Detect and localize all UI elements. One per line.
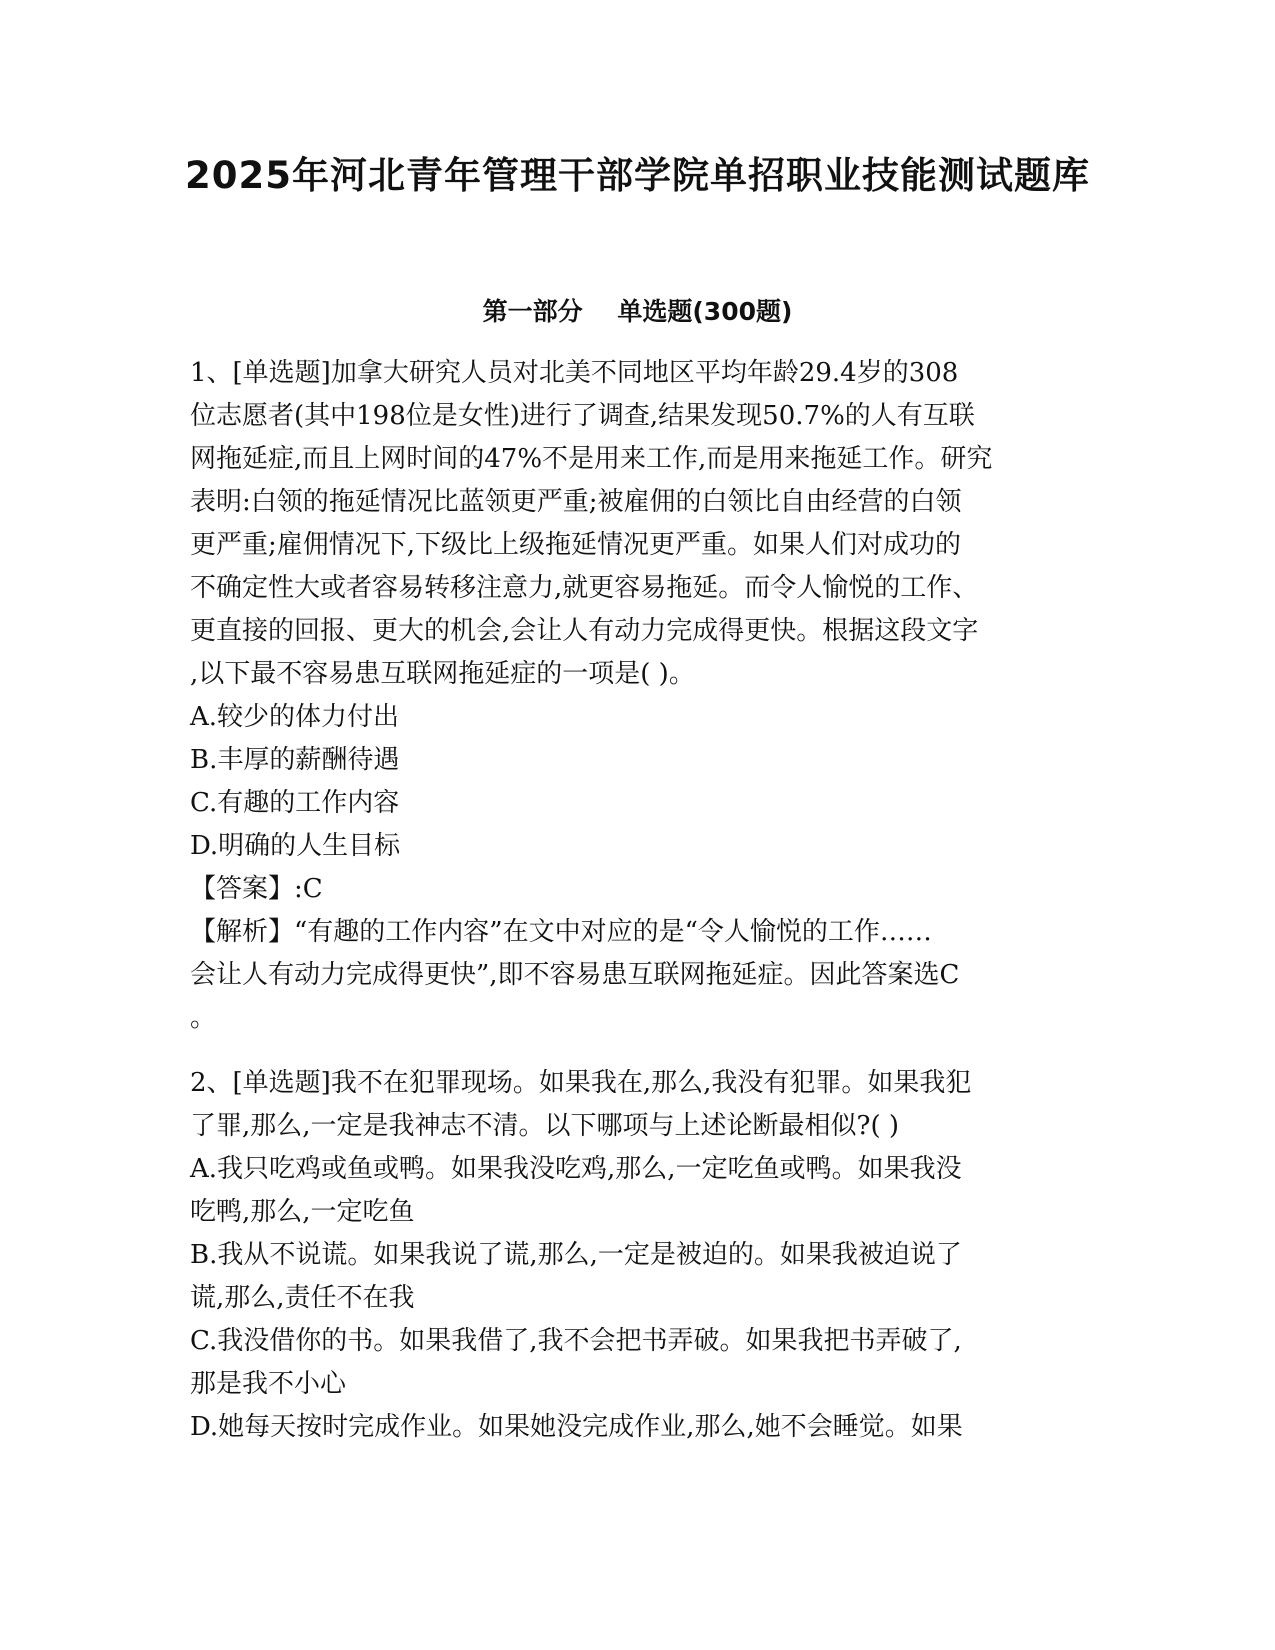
- question-stem: [190, 1062, 1085, 1148]
- question-spacer: [190, 1040, 1085, 1062]
- stem-line: 更严重;雇佣情况下,下级比上级拖延情况更严重。如果人们对成功的: [190, 530, 962, 560]
- option-line: C.我没借你的书。如果我借了,我不会把书弄破。如果我把书弄破了,: [190, 1326, 962, 1356]
- question-2: [190, 1062, 1085, 1449]
- section-title: 第一部分 单选题(300题): [482, 297, 793, 326]
- option-d: [190, 825, 1085, 868]
- stem-line: 1、[单选题]加拿大研究人员对北美不同地区平均年龄29.4岁的308: [190, 358, 959, 388]
- option-line: A.我只吃鸡或鱼或鸭。如果我没吃鸡,那么,一定吃鱼或鸭。如果我没: [190, 1154, 962, 1184]
- analysis-line: 。: [190, 1003, 217, 1033]
- stem-line: 网拖延症,而且上网时间的47%不是用来工作,而是用来拖延工作。研究: [190, 444, 993, 474]
- option-a: [190, 1148, 1085, 1234]
- stem-line: 位志愿者(其中198位是女性)进行了调查,结果发现50.7%的人有互联: [190, 401, 975, 431]
- option-line: B.我从不说谎。如果我说了谎,那么,一定是被迫的。如果我被迫说了: [190, 1240, 962, 1270]
- option-a: [190, 696, 1085, 739]
- option-line: B.丰厚的薪酬待遇: [190, 745, 400, 775]
- stem-line: 不确定性大或者容易转移注意力,就更容易拖延。而令人愉悦的工作、: [190, 573, 979, 603]
- question-1: [190, 352, 1085, 1040]
- question-stem: [190, 352, 1085, 696]
- analysis-line: 会让人有动力完成得更快”,即不容易患互联网拖延症。因此答案选C: [190, 960, 960, 990]
- stem-line: ,以下最不容易患互联网拖延症的一项是( )。: [190, 659, 695, 689]
- option-line: D.明确的人生目标: [190, 831, 401, 861]
- option-line: 那是我不小心: [190, 1369, 347, 1399]
- stem-line: 2、[单选题]我不在犯罪现场。如果我在,那么,我没有犯罪。如果我犯: [190, 1068, 972, 1098]
- option-d: [190, 1406, 1085, 1449]
- stem-line: 了罪,那么,一定是我神志不清。以下哪项与上述论断最相似?( ): [190, 1111, 900, 1141]
- analysis: [190, 911, 1085, 1040]
- option-line: 谎,那么,责任不在我: [190, 1283, 415, 1313]
- document-title: 2025年河北青年管理干部学院单招职业技能测试题库: [185, 154, 1090, 197]
- analysis-line: 【解析】“有趣的工作内容”在文中对应的是“令人愉悦的工作……: [190, 917, 932, 947]
- option-c: [190, 782, 1085, 825]
- option-c: [190, 1320, 1085, 1406]
- option-line: 吃鸭,那么,一定吃鱼: [190, 1197, 415, 1227]
- stem-line: 更直接的回报、更大的机会,会让人有动力完成得更快。根据这段文字: [190, 616, 979, 646]
- answer: 【答案】:C: [190, 874, 323, 904]
- option-line: A.较少的体力付出: [190, 702, 400, 732]
- option-line: C.有趣的工作内容: [190, 788, 400, 818]
- document-body: [190, 352, 1085, 1449]
- stem-line: 表明:白领的拖延情况比蓝领更严重;被雇佣的白领比自由经营的白领: [190, 487, 962, 517]
- option-b: [190, 1234, 1085, 1320]
- option-line: D.她每天按时完成作业。如果她没完成作业,那么,她不会睡觉。如果: [190, 1412, 963, 1442]
- option-b: [190, 739, 1085, 782]
